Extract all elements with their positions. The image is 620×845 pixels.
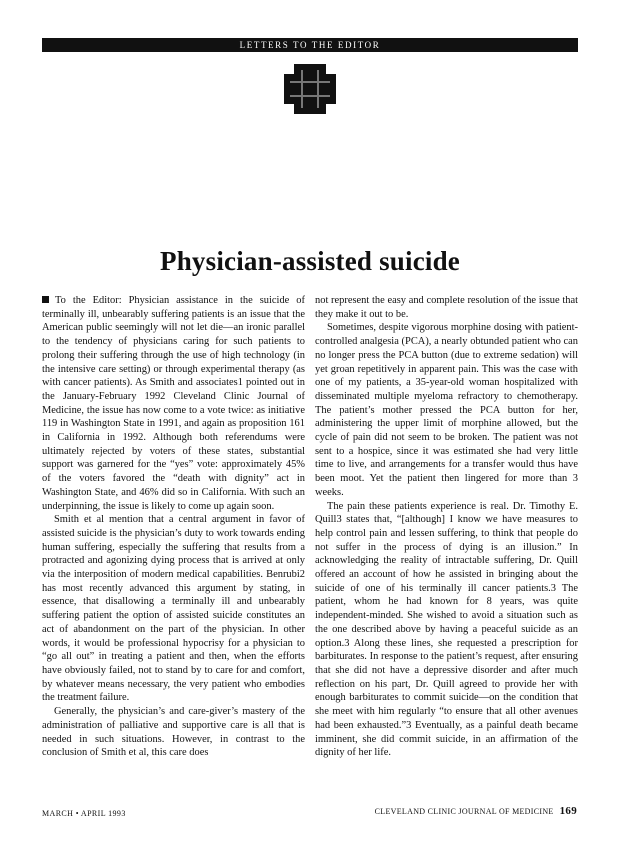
journal-logo-icon — [284, 64, 336, 114]
right-column — [315, 294, 578, 760]
section-header-label: LETTERS TO THE EDITOR — [239, 40, 381, 50]
paragraph: To the Editor: Physician assistance in the suicide of terminally ill, unbearably suffering patients is an issue that the American public seemingly will not let die—an ironic parallel to the tendency of physicians caring for such patients to prolong their suffering through the use of high technology (in the intensive care setting) or through experimental therapy (as with cancer patients). As Smith and associates1 pointed out in the January-February 1992 Cleveland Clinic Journal of Medicine, the issue has now come to a vote twice: as initiative 119 in Washington State in 1991, and again as proposition 161 in California in 1992. Although both referendums were ultimately rejected by voters of these states, substantial support was garnered for the “yes” vote: approximately 45% of the voters favored the “death with dignity” act in Washington State, and 46% did so in California. With such an underpinning, the issue is likely to come up again soon. — [42, 295, 305, 512]
bullet-square-icon — [42, 296, 49, 303]
article-title: Physician-assisted suicide — [160, 246, 460, 276]
footer-date: MARCH • APRIL 1993 — [42, 809, 126, 818]
paragraph: not represent the easy and complete resolution of the issue that they make it out to be. — [315, 295, 578, 320]
paragraph: Sometimes, despite vigorous morphine dosing with patient-controlled analgesia (PCA), a nearly obtunded patient who can no longer press the PCA button (due to extreme sedation) will yet groan repetitively in apparent pain. This was the case with one of my patients, a 35-year-old woman hospitalized with disseminated multiple myeloma refractory to chemotherapy. The patient’s mother pressed the PCA button for her, administering the upper limit of morphine allowed, but the cycle of pain did not seem to be broken. The patient was not sent to a hospice, since it was estimated she had very little time to live, and arrangements for a transfer would thus have been moot. Yet the patient then lingered for more than 3 weeks. — [315, 322, 578, 498]
footer-journal-name: CLEVELAND CLINIC JOURNAL OF MEDICINE — [374, 807, 554, 816]
paragraph: The pain these patients experience is real. Dr. Timothy E. Quill3 states that, “[although] I know we have measures to help control pain and lessen suffering, to think that people do not suffer in the process of dying is an illusion.” In acknowledging the reality of intractable suffering, Dr. Quill offered an account of how he assisted in bringing about the suicide of one of his terminally ill cancer patients.3 The patient, whom he had known for 8 years, was quite independent-minded. She wished to avoid a situation such as the one described above by having a peaceful suicide as an option.3 Along these lines, she requested a prescription for barbiturates. In response to the patient’s request, after ensuring that she did not have a depressive disorder and after much reflection on his part, Dr. Quill agreed to provide her with enough barbiturates to commit suicide—on the condition that she meet with him regularly “to ensure that all other avenues had been exhausted.”3 Eventually, as a painful death became imminent, she did commit suicide, in an affirmation of the dignity of her life. — [315, 500, 578, 759]
paragraph: Smith et al mention that a central argument in favor of assisted suicide is the physician’s duty to work towards ending human suffering, especially the suffering that results from a protracted and agonizing dying process that is arrived at only via the interposition of modern medical capabilities. Benrubi2 has most recently advanced this argument by stating, in essence, that disallowing a terminally ill and unbearably suffering patient the option of assisted suicide constitutes an act of abandonment on the part of the physician. In other words, it would be professional hypocrisy for a physician to “go all out” in treating a patient and then, when the efforts have obviously failed, not to stand by to care for and comfort, by whatever means necessary, the very patient who embodies the treatment failure. — [42, 514, 305, 704]
section-header — [42, 38, 578, 52]
footer-journal — [375, 805, 577, 817]
page-number: 169 — [559, 805, 577, 817]
paragraph: Generally, the physician’s and care-giver’s mastery of the administration of palliative and supportive care is all that is needed in such situations. However, in contrast to the conclusion of Smith et al, this care does — [42, 706, 305, 759]
left-column — [42, 294, 305, 760]
